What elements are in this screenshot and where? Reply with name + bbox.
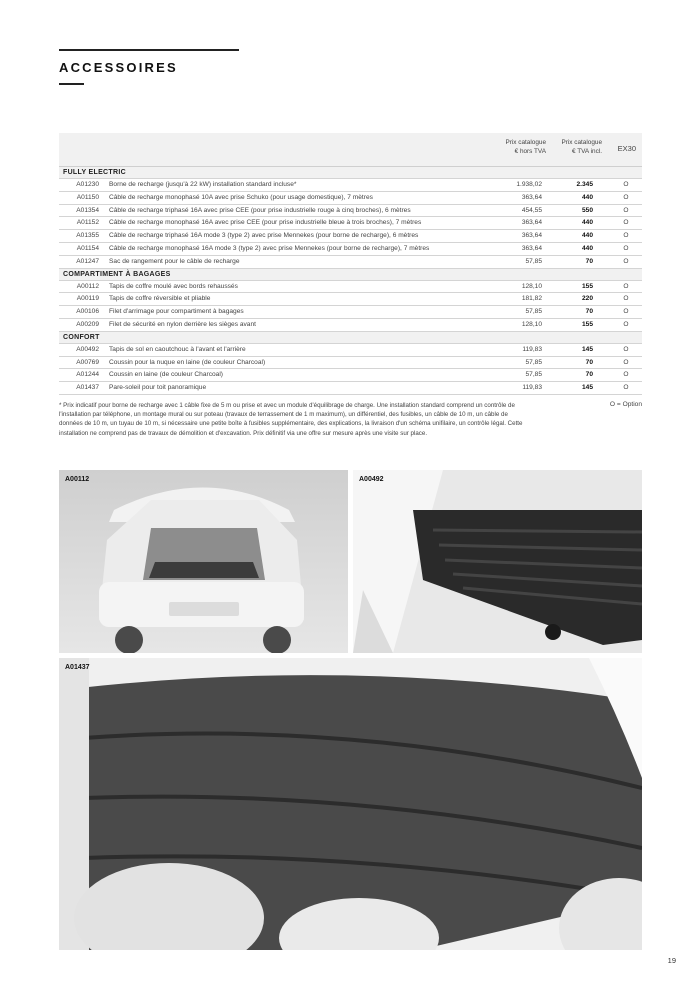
header-price-excl-vat: Prix catalogue € hors TVA bbox=[505, 139, 546, 155]
cell-description: Câble de recharge triphasé 16A avec prise CEE (pour prise industrielle rouge à cinq broches), 6 mètres bbox=[109, 206, 411, 214]
car-trunk-illustration bbox=[59, 470, 348, 653]
photo-label: A00492 bbox=[359, 476, 384, 483]
cell-reference: A00112 bbox=[76, 282, 99, 290]
cell-reference: A01437 bbox=[76, 384, 99, 392]
cell-price-incl-vat: 70 bbox=[585, 257, 593, 265]
cell-description: Sac de rangement pour le câble de recharge bbox=[109, 257, 240, 265]
cell-price-excl-vat: 57,85 bbox=[525, 371, 542, 379]
table-row bbox=[59, 230, 642, 243]
table-row bbox=[59, 243, 642, 256]
cell-description: Filet d'arrimage pour compartiment à bagages bbox=[109, 308, 244, 316]
cell-price-excl-vat: 1.938,02 bbox=[516, 181, 542, 188]
cell-price-excl-vat: 119,83 bbox=[522, 384, 542, 392]
cell-price-incl-vat: 155 bbox=[581, 320, 593, 328]
cell-price-excl-vat: 454,55 bbox=[521, 206, 542, 214]
cell-option: O bbox=[623, 257, 629, 265]
cell-reference: A01150 bbox=[76, 193, 99, 201]
cell-description: Câble de recharge monophasé 16A mode 3 (type 2) avec prise Mennekes (pour borne de recharge), 7 mètres bbox=[109, 244, 430, 252]
page-title: ACCESSOIRES bbox=[59, 60, 178, 75]
cell-reference: A01152 bbox=[76, 219, 99, 227]
cell-reference: A00106 bbox=[76, 308, 99, 316]
top-rule bbox=[59, 49, 239, 51]
cell-option: O bbox=[623, 206, 629, 214]
table-header bbox=[59, 133, 642, 167]
cell-reference: A01247 bbox=[76, 257, 99, 265]
cell-price-excl-vat: 57,85 bbox=[525, 308, 542, 316]
cell-price-incl-vat: 220 bbox=[581, 295, 593, 303]
cell-price-excl-vat: 363,64 bbox=[521, 232, 542, 240]
cell-price-incl-vat: 550 bbox=[581, 206, 593, 214]
cell-description: Coussin pour la nuque en laine (de couleur Charcoal) bbox=[109, 358, 266, 366]
cell-price-excl-vat: 363,64 bbox=[521, 244, 542, 252]
cell-price-incl-vat: 155 bbox=[581, 282, 593, 290]
cell-option: O bbox=[623, 193, 629, 201]
cell-price-incl-vat: 70 bbox=[585, 371, 593, 379]
table-row bbox=[59, 179, 642, 192]
cell-description: Borne de recharge (jusqu'à 22 kW) installation standard incluse* bbox=[109, 181, 297, 188]
cell-price-incl-vat: 145 bbox=[581, 345, 593, 353]
cell-price-excl-vat: 363,64 bbox=[521, 193, 542, 201]
cell-price-incl-vat: 70 bbox=[585, 308, 593, 316]
cell-reference: A01230 bbox=[76, 181, 99, 188]
cell-option: O bbox=[623, 232, 629, 240]
cell-description: Tapis de coffre réversible et pliable bbox=[109, 295, 211, 303]
cell-option: O bbox=[623, 358, 629, 366]
cell-description: Pare-soleil pour toit panoramique bbox=[109, 384, 207, 392]
table-row bbox=[59, 382, 642, 395]
table-group-header: COMPARTIMENT À BAGAGES bbox=[59, 269, 642, 281]
table-row bbox=[59, 281, 642, 294]
cell-description: Câble de recharge triphasé 16A mode 3 (type 2) avec prise Mennekes (pour borne de recharge), 6 mètres bbox=[109, 232, 419, 240]
cell-price-incl-vat: 440 bbox=[581, 244, 593, 252]
table-row bbox=[59, 217, 642, 230]
cell-description: Câble de recharge monophasé 10A avec prise Schuko (pour usage domestique), 7 mètres bbox=[109, 193, 373, 201]
table-row bbox=[59, 319, 642, 332]
cell-reference: A01355 bbox=[76, 232, 99, 240]
floor-mat-illustration bbox=[353, 470, 642, 653]
cell-reference: A00209 bbox=[76, 320, 99, 328]
option-legend: O = Option bbox=[609, 401, 642, 408]
cell-reference: A00492 bbox=[76, 345, 99, 353]
cell-price-excl-vat: 128,10 bbox=[521, 320, 542, 328]
cell-price-incl-vat: 440 bbox=[581, 232, 593, 240]
title-underline bbox=[59, 83, 84, 85]
cell-price-incl-vat: 145 bbox=[581, 384, 593, 392]
cell-price-incl-vat: 440 bbox=[581, 193, 593, 201]
cell-option: O bbox=[623, 295, 629, 303]
cell-price-incl-vat: 2.345 bbox=[576, 181, 593, 188]
photo-trunk-mat bbox=[59, 470, 348, 653]
page-number: 19 bbox=[667, 956, 676, 965]
sunshade-illustration bbox=[59, 658, 642, 950]
cell-reference: A01354 bbox=[76, 206, 99, 214]
photo-label: A01437 bbox=[65, 664, 90, 671]
footnote: * Prix indicatif pour borne de recharge avec 1 câble fixe de 5 m ou prise et avec un module d'équilibrage de charge. Une installation standard comprend un contrôle de l'installation par téléphone, un montage mural ou sur poteau (travaux de terrassement de 1 m maximum), un différentiel, des fusibles, un câble de 10 m, un câble de données de 10 m, un tuyau de 10 m, si nécessaire une petite boîte à fusibles supplémentaire, des explications, la livraison d'un schéma unifilaire, un contrôle légal. Cette installation ne comprend pas de travaux de démolition et d'excavation. Prix définitif via une offre sur mesure après une visite sur place. bbox=[59, 402, 523, 437]
cell-description: Filet de sécurité en nylon derrière les sièges avant bbox=[109, 320, 256, 328]
table-row bbox=[59, 256, 642, 269]
cell-description: Tapis de coffre moulé avec bords rehaussés bbox=[109, 282, 238, 290]
photo-panoramic-sunshade bbox=[59, 658, 642, 950]
cell-option: O bbox=[623, 384, 629, 392]
photo-label: A00112 bbox=[65, 476, 90, 483]
cell-reference: A00119 bbox=[76, 295, 99, 303]
cell-description: Coussin en laine (de couleur Charcoal) bbox=[109, 371, 223, 379]
cell-reference: A00769 bbox=[76, 358, 99, 366]
table-row bbox=[59, 306, 642, 319]
header-model: EX30 bbox=[617, 144, 636, 153]
cell-price-incl-vat: 440 bbox=[581, 219, 593, 227]
table-row bbox=[59, 357, 642, 370]
cell-price-excl-vat: 181,82 bbox=[521, 295, 542, 303]
cell-price-excl-vat: 57,85 bbox=[525, 358, 542, 366]
photo-rubber-floor-mat bbox=[353, 470, 642, 653]
table-body bbox=[59, 167, 642, 395]
table-group-header: CONFORT bbox=[59, 332, 642, 344]
cell-option: O bbox=[623, 244, 629, 252]
cell-option: O bbox=[623, 181, 629, 188]
table-row bbox=[59, 344, 642, 357]
cell-reference: A01244 bbox=[76, 371, 99, 379]
table-group-header: FULLY ELECTRIC bbox=[59, 167, 642, 179]
table-row bbox=[59, 192, 642, 205]
header-price-incl-vat: Prix catalogue € TVA incl. bbox=[561, 139, 602, 155]
cell-price-incl-vat: 70 bbox=[585, 358, 593, 366]
cell-price-excl-vat: 57,85 bbox=[525, 257, 542, 265]
cell-description: Câble de recharge monophasé 16A avec prise CEE (pour prise industrielle bleue à trois broches), 7 mètres bbox=[109, 219, 422, 227]
cell-option: O bbox=[623, 219, 629, 227]
cell-option: O bbox=[623, 345, 629, 353]
price-table bbox=[59, 133, 642, 395]
cell-option: O bbox=[623, 320, 629, 328]
cell-option: O bbox=[623, 371, 629, 379]
cell-option: O bbox=[623, 308, 629, 316]
cell-reference: A01154 bbox=[76, 244, 99, 252]
cell-price-excl-vat: 128,10 bbox=[521, 282, 542, 290]
cell-price-excl-vat: 363,64 bbox=[521, 219, 542, 227]
cell-price-excl-vat: 119,83 bbox=[522, 345, 542, 353]
table-row bbox=[59, 293, 642, 306]
table-row bbox=[59, 205, 642, 218]
cell-description: Tapis de sol en caoutchouc à l'avant et l'arrière bbox=[109, 345, 246, 353]
cell-option: O bbox=[623, 282, 629, 290]
table-row bbox=[59, 369, 642, 382]
